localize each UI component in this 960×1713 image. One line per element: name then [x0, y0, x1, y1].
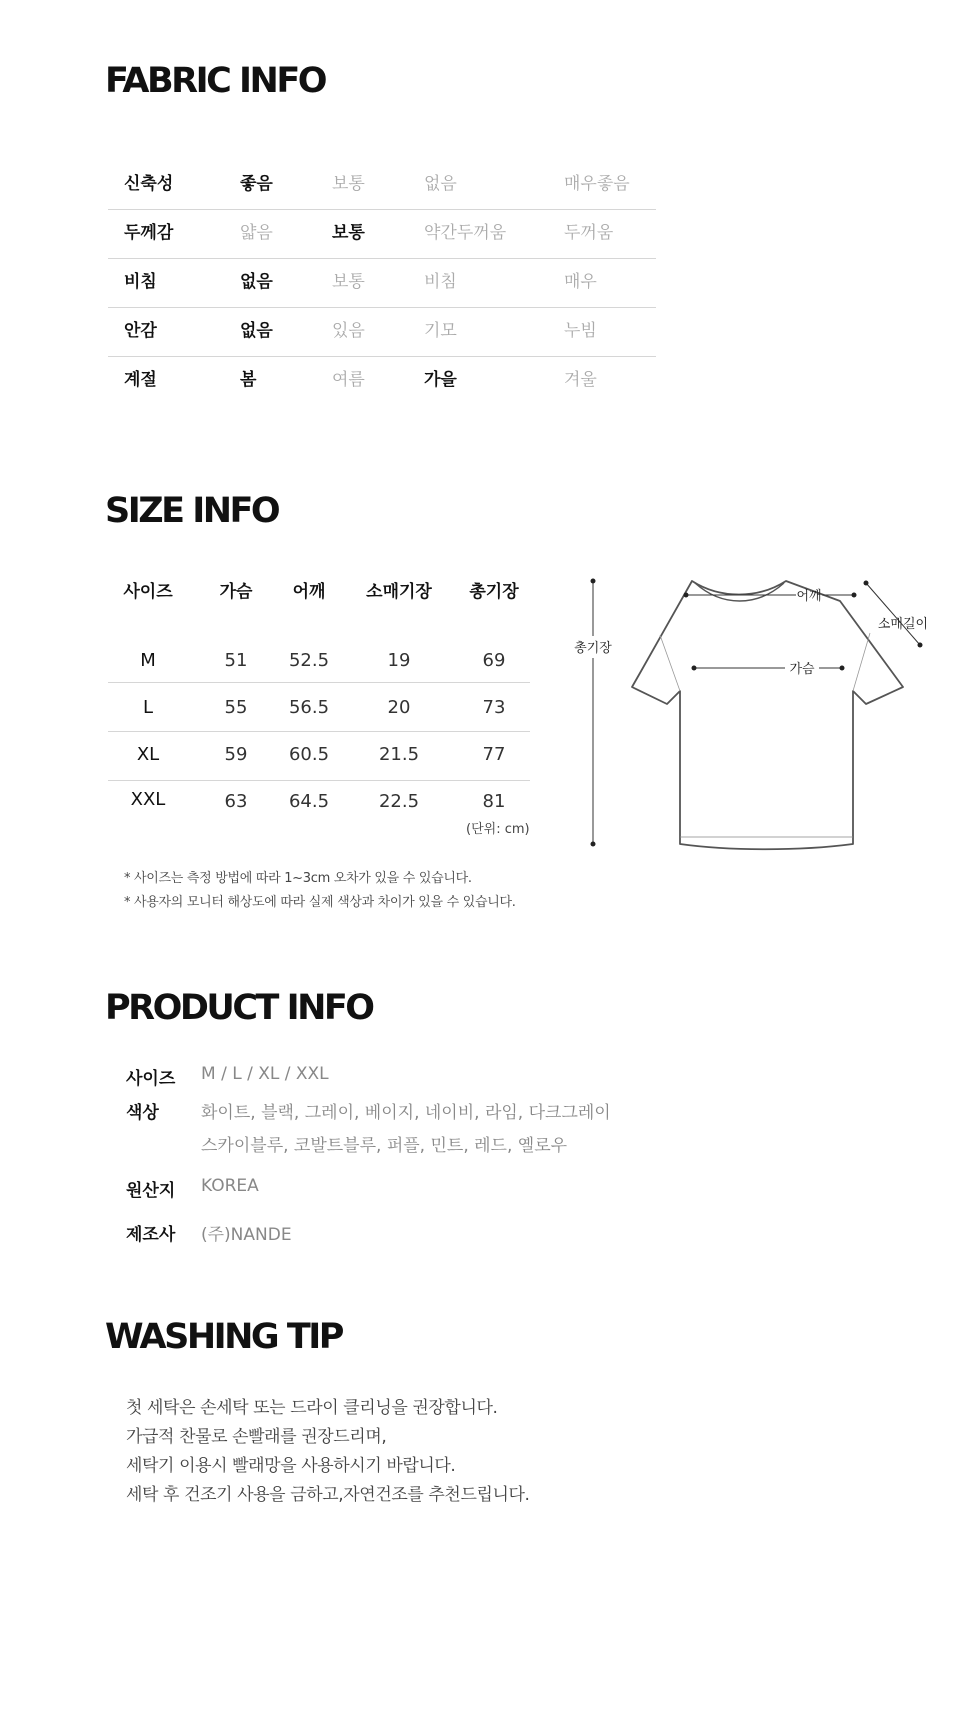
- washing-line: 가급적 찬물로 손빨래를 권장드리며,: [126, 1427, 387, 1447]
- size-cell-size: M: [140, 650, 156, 671]
- size-cell: 69: [482, 650, 506, 671]
- product-value: (주)NANDE: [201, 1225, 292, 1245]
- product-value: 화이트, 블랙, 그레이, 베이지, 네이비, 라임, 다크그레이: [201, 1103, 611, 1123]
- size-cell: 60.5: [288, 744, 330, 765]
- fabric-option: 좋음: [240, 174, 273, 194]
- size-note: * 사용자의 모니터 해상도에 따라 실제 색상과 차이가 있을 수 있습니다.: [124, 895, 516, 910]
- size-cell: 64.5: [288, 791, 330, 812]
- fabric-option: 여름: [332, 370, 365, 390]
- fabric-row-label: 신축성: [124, 174, 174, 194]
- fabric-row-season: [108, 356, 656, 404]
- fabric-option: 얇음: [240, 223, 273, 243]
- size-cell-size: XL: [136, 744, 160, 765]
- size-header: 사이즈: [123, 582, 173, 602]
- product-info-title: PRODUCT INFO: [105, 988, 373, 1028]
- size-header: 총기장: [469, 582, 519, 602]
- tshirt-outline-icon: [632, 581, 903, 849]
- row-divider: [108, 731, 530, 732]
- product-value: 스카이블루, 코발트블루, 퍼플, 민트, 레드, 옐로우: [201, 1136, 568, 1156]
- size-header: 소매기장: [366, 582, 432, 602]
- row-divider: [108, 780, 530, 781]
- fabric-row-stretch: [108, 160, 656, 208]
- washing-tip-title: WASHING TIP: [105, 1317, 342, 1357]
- washing-line: 첫 세탁은 손세탁 또는 드라이 클리닝을 권장합니다.: [126, 1398, 498, 1418]
- size-cell: 56.5: [288, 697, 330, 718]
- fabric-info-title: FABRIC INFO: [105, 61, 325, 101]
- fabric-option: 겨울: [564, 370, 597, 390]
- fabric-option: 매우좋음: [564, 174, 630, 194]
- fabric-option: 기모: [424, 321, 457, 341]
- fabric-row-transparency: [108, 258, 656, 306]
- fabric-row-label: 비침: [124, 272, 157, 292]
- fabric-row-label: 안감: [124, 321, 157, 341]
- diagram-length-label: 총기장: [574, 641, 612, 656]
- diagram-sleeve-label: 소매길이: [877, 617, 929, 632]
- size-cell-size: XXL: [130, 789, 166, 810]
- size-cell: 81: [482, 791, 506, 812]
- size-cell: 73: [482, 697, 506, 718]
- product-label: 색상: [126, 1103, 159, 1123]
- size-cell: 22.5: [378, 791, 420, 812]
- product-value: M / L / XL / XXL: [201, 1064, 329, 1084]
- size-cell: 21.5: [378, 744, 420, 765]
- product-label: 원산지: [126, 1181, 176, 1201]
- fabric-option: 없음: [240, 321, 273, 341]
- fabric-option: 없음: [240, 272, 273, 292]
- washing-line: 세탁기 이용시 빨래망을 사용하시기 바랍니다.: [126, 1456, 456, 1476]
- fabric-option: 봄: [240, 370, 257, 390]
- fabric-row-thickness: [108, 209, 656, 257]
- row-divider: [108, 682, 530, 683]
- fabric-option: 누빔: [564, 321, 597, 341]
- size-cell: 77: [482, 744, 506, 765]
- size-note: * 사이즈는 측정 방법에 따라 1~3cm 오차가 있을 수 있습니다.: [124, 871, 472, 886]
- fabric-option: 약간두꺼움: [424, 223, 507, 243]
- product-value: KOREA: [201, 1176, 259, 1196]
- diagram-shoulder-label: 어깨: [796, 589, 822, 604]
- size-cell: 51: [224, 650, 248, 671]
- fabric-option: 보통: [332, 174, 365, 194]
- size-cell-size: L: [142, 697, 154, 718]
- size-cell: 55: [224, 697, 248, 718]
- size-cell: 52.5: [288, 650, 330, 671]
- fabric-option: 있음: [332, 321, 365, 341]
- fabric-option: 보통: [332, 223, 365, 243]
- unit-label: (단위: cm): [466, 822, 530, 837]
- fabric-row-label: 계절: [124, 370, 157, 390]
- fabric-option: 비침: [424, 272, 457, 292]
- product-label: 사이즈: [126, 1069, 176, 1089]
- tshirt-size-diagram: [570, 575, 950, 860]
- fabric-option: 두꺼움: [564, 223, 614, 243]
- fabric-row-lining: [108, 307, 656, 355]
- size-cell: 59: [224, 744, 248, 765]
- size-header: 가슴: [219, 582, 253, 602]
- fabric-option: 보통: [332, 272, 365, 292]
- size-cell: 20: [387, 697, 411, 718]
- size-cell: 19: [387, 650, 411, 671]
- fabric-option: 가을: [424, 370, 457, 390]
- fabric-option: 없음: [424, 174, 457, 194]
- diagram-chest-label: 가슴: [789, 662, 815, 677]
- size-info-title: SIZE INFO: [105, 491, 279, 531]
- fabric-row-label: 두께감: [124, 223, 174, 243]
- washing-line: 세탁 후 건조기 사용을 금하고,자연건조를 추천드립니다.: [126, 1485, 530, 1505]
- product-label: 제조사: [126, 1225, 176, 1245]
- fabric-option: 매우: [564, 272, 597, 292]
- size-cell: 63: [224, 791, 248, 812]
- size-header: 어깨: [292, 582, 326, 602]
